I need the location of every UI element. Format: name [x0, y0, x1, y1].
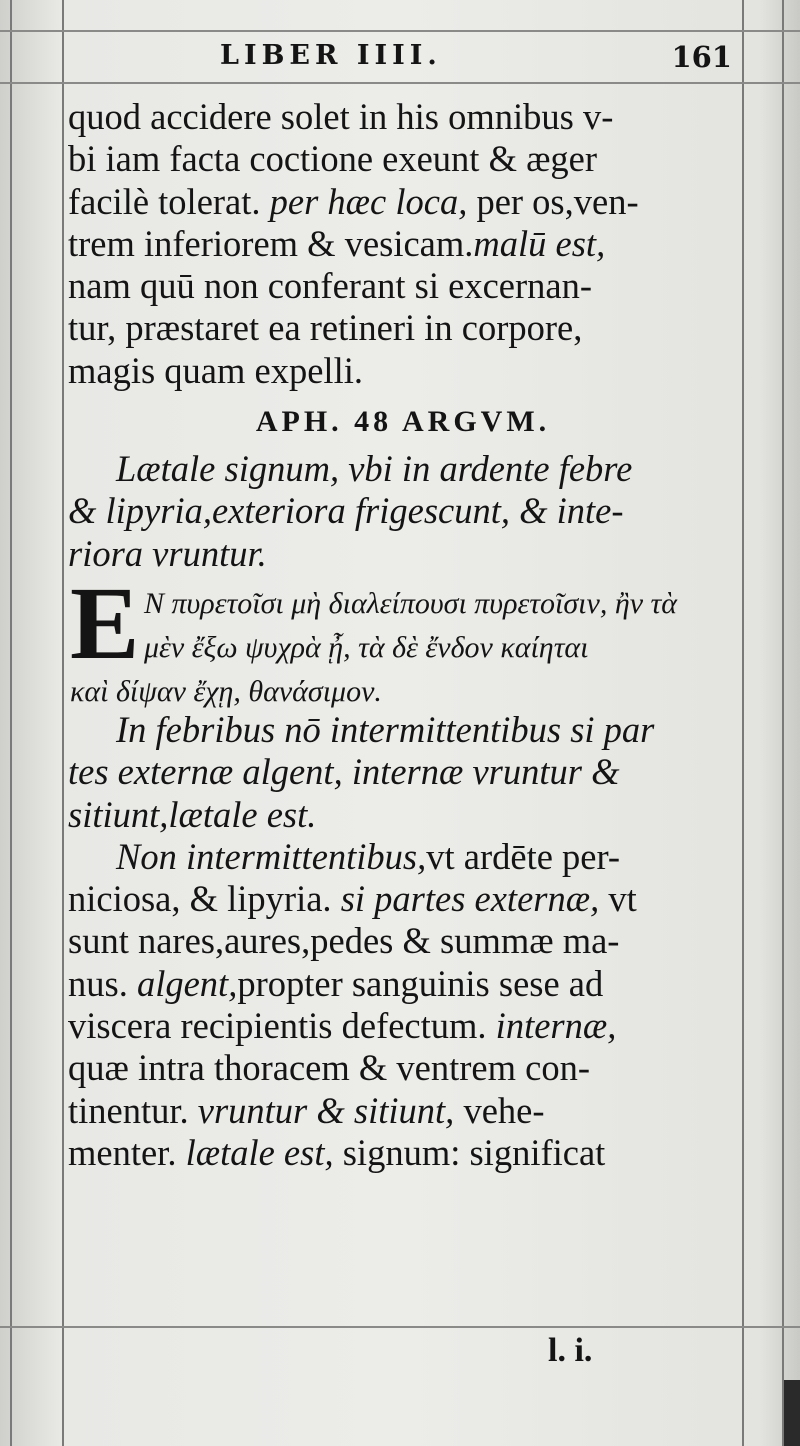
greek-aphorism [68, 565, 738, 709]
commentary-text: sunt nares,aures,pedes & summæ ma- [68, 920, 620, 962]
top-rule [0, 30, 800, 32]
header-rule [0, 82, 800, 84]
bottom-rule [0, 1326, 800, 1328]
greek-line: Ν πυρετοῖσι μὴ διαλείπουσι πυρετοῖσιν, ἢν τὰ [144, 586, 677, 620]
commentary-text: facilè tolerat. [68, 180, 261, 222]
lemma-text: per hæc loca, [269, 180, 468, 222]
commentary-text: niciosa, & lipyria. [68, 878, 332, 920]
argument-line: Lætale signum, vbi in ardente febre [116, 448, 633, 490]
lemma-text: internæ, [495, 1005, 617, 1047]
page-number: 161 [671, 40, 732, 74]
page-header [70, 40, 740, 80]
text-line [68, 1090, 738, 1132]
lemma-text: vruntur & sitiunt, [197, 1089, 455, 1131]
catchword: l. i. [548, 1332, 593, 1369]
text-line [68, 265, 738, 307]
text-line [68, 836, 738, 878]
commentary-text: nus. [68, 962, 128, 1004]
lemma-text: algent, [136, 962, 238, 1004]
text-line [68, 1047, 738, 1089]
commentary-text: tur, præstaret ea retineri in corpore, [68, 307, 583, 349]
commentary-text: quod accidere solet in his omnibus v- [68, 96, 614, 137]
text-line [68, 963, 738, 1005]
text-line [68, 1132, 738, 1174]
commentary-text: tinentur. [68, 1089, 189, 1131]
translation-line: tes externæ algent, internæ vruntur & [68, 751, 620, 793]
commentary-text: bi iam facta coctione exeunt & æger [68, 138, 598, 180]
argument-line: & lipyria,exteriora frigescunt, & inte- [68, 490, 624, 532]
margin-rule-left-outer [10, 0, 12, 1446]
page-edge-shadow [784, 1380, 800, 1446]
text-line [68, 307, 738, 349]
text-line [68, 350, 738, 392]
text-line [68, 223, 738, 265]
translation-line: In febribus nō intermittentibus si par [116, 708, 655, 750]
text-line [68, 878, 738, 920]
text-line [68, 920, 738, 962]
commentary-text: vehe- [463, 1089, 545, 1131]
text-line [68, 1005, 738, 1047]
lemma-text: si partes externæ, [340, 878, 600, 920]
commentary-text: viscera recipientis defectum. [68, 1005, 487, 1047]
lemma-text: Non intermittentibus, [116, 835, 427, 877]
commentary-text: per os,ven- [476, 180, 639, 222]
running-title: LIBER IIII. [220, 40, 442, 71]
commentary-text: vt [608, 878, 637, 920]
lemma-text: malū est, [473, 222, 606, 264]
commentary-text: magis quam expelli. [68, 349, 363, 391]
body-text [68, 96, 738, 1174]
text-line [68, 138, 738, 180]
drop-capital: E [70, 565, 140, 681]
translation-line: sitiunt,lætale est. [68, 793, 317, 835]
aphorism-heading: APH. 48 ARGVM. [255, 405, 551, 439]
commentary-text: signum: significat [342, 1131, 606, 1173]
commentary-text: quæ intra thoracem & ventrem con- [68, 1047, 590, 1089]
argument-line: riora vruntur. [68, 532, 267, 574]
margin-rule-right-outer [782, 0, 784, 1446]
commentary-text: propter sanguinis sese ad [237, 962, 604, 1004]
text-line [68, 96, 738, 138]
greek-line: μὲν ἔξω ψυχρὰ ᾖ, τὰ δὲ ἔνδον καίηται [144, 630, 589, 664]
commentary-text: vt ardēte per- [426, 835, 621, 877]
margin-rule-right [742, 0, 744, 1446]
margin-rule-left [62, 0, 64, 1446]
text-line [68, 181, 738, 223]
commentary-text: trem inferiorem & vesicam. [68, 222, 474, 264]
lemma-text: lætale est, [185, 1131, 334, 1173]
greek-line: καὶ δίψαν ἔχῃ, θανάσιμον. [70, 674, 382, 708]
commentary-text: nam quū non conferant si excernan- [68, 265, 592, 307]
commentary-text: menter. [68, 1131, 177, 1173]
